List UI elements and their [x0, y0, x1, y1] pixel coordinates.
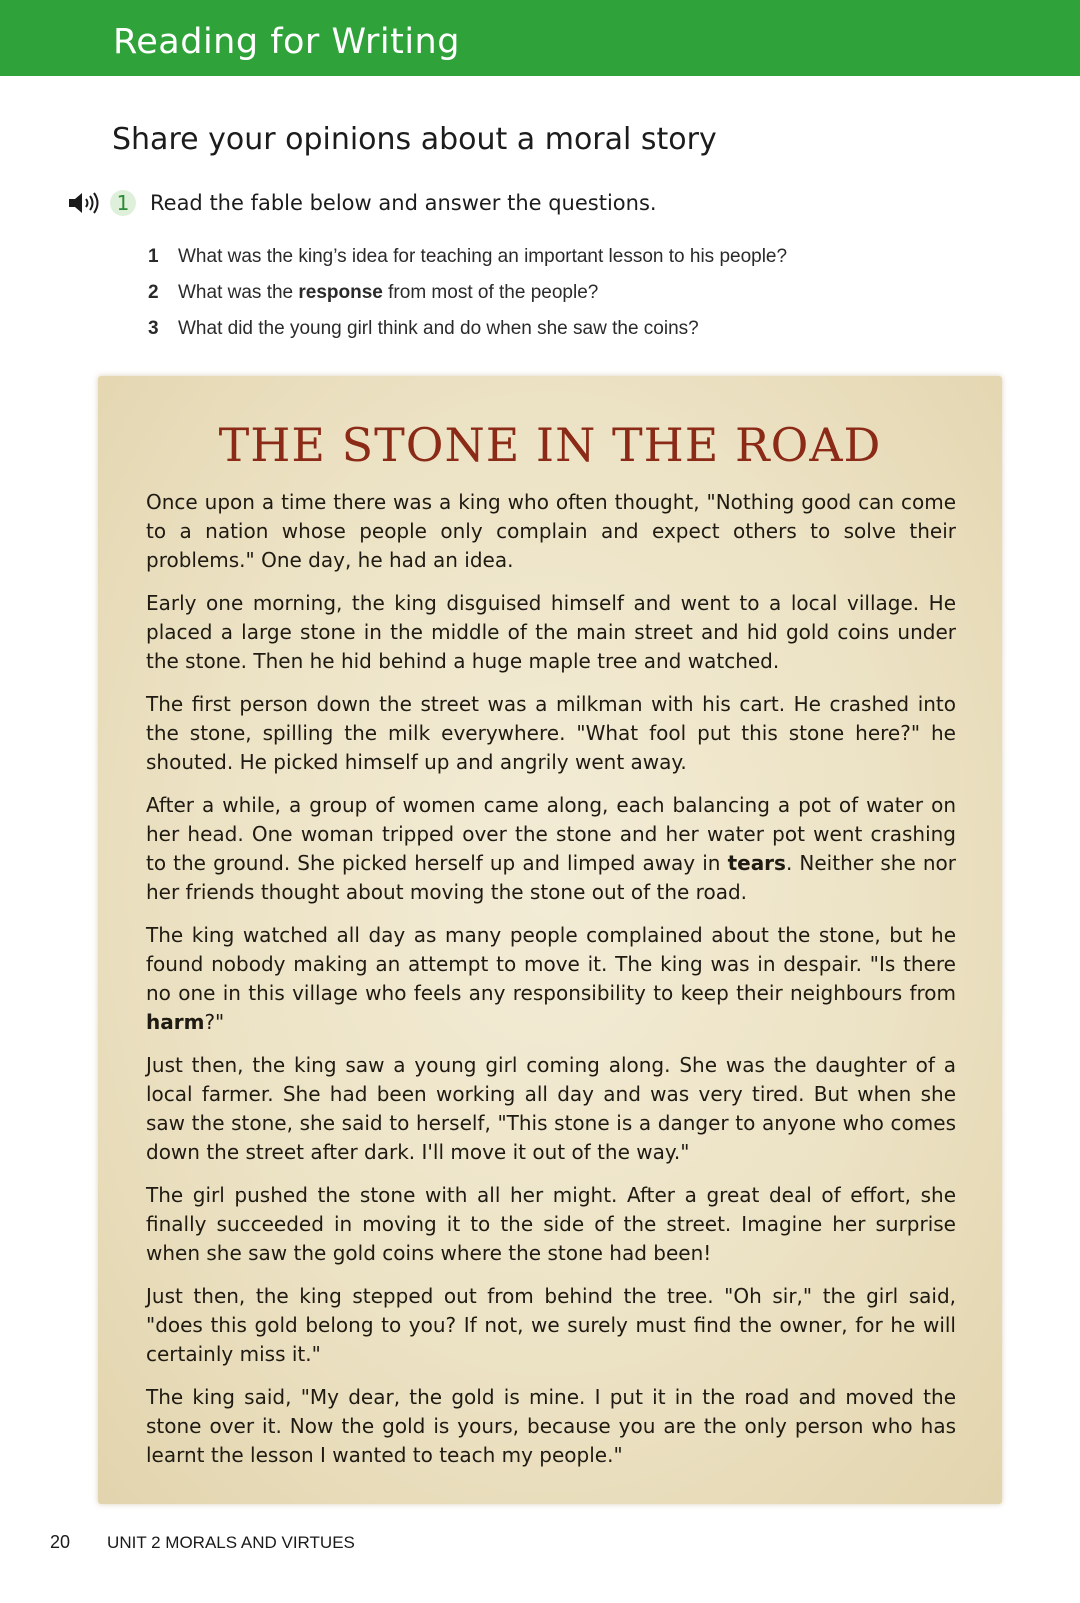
page-number: 20: [50, 1532, 71, 1552]
question-number: 2: [148, 282, 159, 303]
paragraph-text: After a while, a group of women came along, each balancing a pot of water on her head. One woman tripped over the stone and her water pot went crashing to the ground. She picked herself up and limped away in: [146, 793, 956, 875]
question-text: What did the young girl think and do when she saw the coins?: [178, 318, 699, 339]
speaker-icon[interactable]: [68, 192, 102, 214]
unit-label: UNIT 2 MORALS AND VIRTUES: [107, 1533, 355, 1552]
activity-header: [68, 190, 657, 216]
paragraph-text: The king watched all day as many people complained about the stone, but he found nobody making an attempt to move it. The king was in despair. "Is there no one in this village who feels any responsibility to keep their neighbours from: [146, 923, 956, 1005]
paragraph-text: ?": [204, 1010, 225, 1034]
story-keyword: tears: [727, 851, 786, 875]
story-keyword: harm: [146, 1010, 205, 1034]
paragraph-text: . Neither she nor her friends thought about moving the stone out of the road.: [146, 851, 956, 904]
activity-instruction: Read the fable below and answer the questions.: [150, 191, 657, 215]
story-paragraph: [146, 791, 956, 907]
question-text: What was the king’s idea for teaching an important lesson to his people?: [178, 246, 788, 267]
page-subtitle: Share your opinions about a moral story: [112, 122, 717, 157]
question-text: What was the: [178, 282, 299, 303]
story-paragraph: Just then, the king saw a young girl coming along. She was the daughter of a local farmer. She had been working all day and was very tired. But when she saw the stone, she said to herself, "This stone is a danger to anyone who comes down the street after dark. I'll move it out of the way.": [146, 1053, 956, 1164]
story-paragraph: The girl pushed the stone with all her might. After a great deal of effort, she finally succeeded in moving it to the side of the street. Imagine her surprise when she saw the gold coins where the stone had been!: [146, 1183, 956, 1265]
activity-number: 1: [110, 190, 136, 216]
question-text: from most of the people?: [382, 282, 599, 303]
question-item: [148, 244, 787, 280]
question-item: [148, 280, 787, 316]
story-paragraph: The first person down the street was a milkman with his cart. He crashed into the stone, spilling the milk everywhere. "What fool put this stone here?" he shouted. He picked himself up and angrily went away.: [146, 692, 956, 774]
story-paragraph: Just then, the king stepped out from behind the tree. "Oh sir," the girl said, "does this gold belong to you? If not, we surely must find the owner, for he will certainly miss it.": [146, 1284, 956, 1366]
header-bar: [0, 0, 1080, 76]
story-paragraph: Once upon a time there was a king who often thought, "Nothing good can come to a nation whose people only complain and expect others to solve their problems." One day, he had an idea.: [146, 490, 956, 572]
story-title: THE STONE IN THE ROAD: [218, 418, 882, 472]
question-list: [148, 244, 787, 352]
page-footer: [50, 1532, 355, 1553]
question-item: [148, 316, 787, 352]
story-paragraph: [146, 921, 956, 1037]
question-keyword: response: [298, 282, 383, 303]
question-number: 3: [148, 318, 159, 339]
question-number: 1: [148, 246, 159, 267]
section-title: Reading for Writing: [113, 22, 460, 62]
story-panel: [98, 376, 1002, 1504]
story-paragraph: Early one morning, the king disguised himself and went to a local village. He placed a large stone in the middle of the main street and hid gold coins under the stone. Then he hid behind a huge maple tree and watched.: [146, 591, 956, 673]
story-paragraph: The king said, "My dear, the gold is mine. I put it in the road and moved the stone over it. Now the gold is yours, because you are the only person who has learnt the lesson I wanted to teach my people.": [146, 1385, 956, 1467]
story-body: [146, 488, 956, 1484]
